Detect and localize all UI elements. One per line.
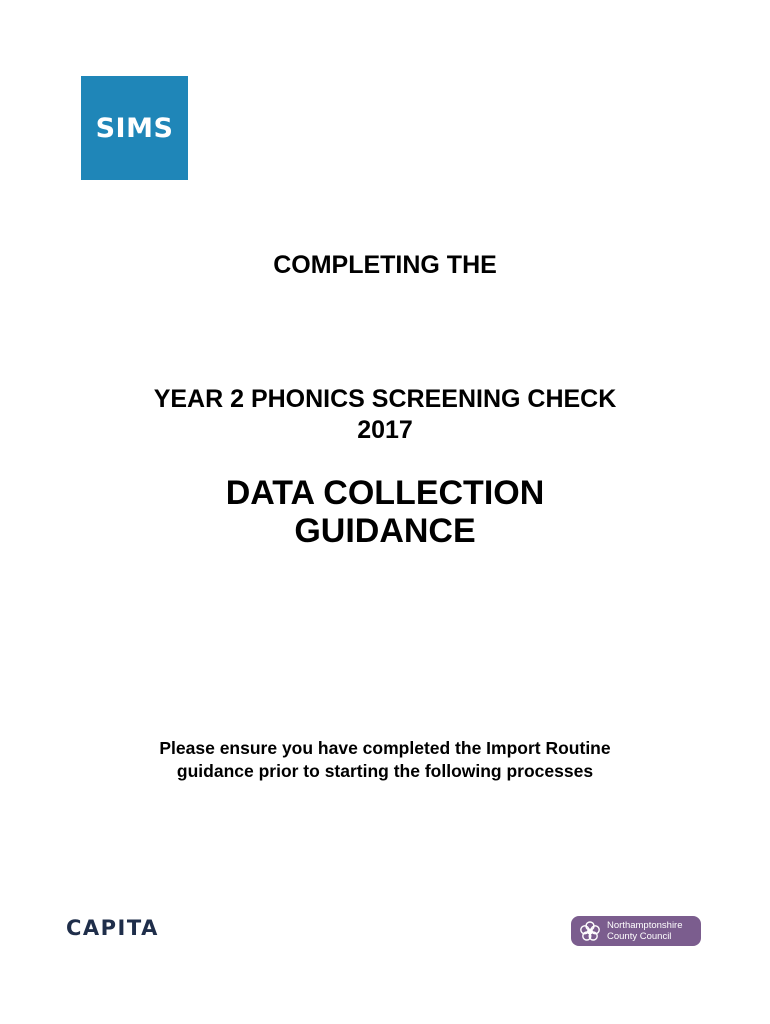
- heading-data-collection-line1: DATA COLLECTION: [225, 474, 545, 512]
- heading-data-collection-line2: GUIDANCE: [294, 512, 476, 550]
- sims-logo: [81, 76, 188, 180]
- import-routine-note-line2: guidance prior to starting the following processes: [176, 761, 594, 781]
- council-name: [607, 920, 683, 942]
- capita-logo: CAPITA: [66, 916, 159, 940]
- heading-phonics-check-line1: YEAR 2 PHONICS SCREENING CHECK: [153, 385, 617, 413]
- heading-phonics-check-year: 2017: [357, 416, 413, 444]
- council-name-line1: Northamptonshire: [607, 920, 683, 931]
- rose-emblem-icon: [577, 918, 603, 944]
- import-routine-note-line1: Please ensure you have completed the Import Routine: [159, 738, 611, 758]
- council-name-line2: County Council: [607, 931, 672, 942]
- northamptonshire-council-logo: [571, 916, 701, 946]
- sims-logo-text: SIMS: [95, 112, 174, 144]
- import-routine-note: [0, 737, 770, 783]
- heading-data-collection-guidance: [0, 474, 770, 550]
- heading-phonics-check: [0, 384, 770, 446]
- heading-completing: COMPLETING THE: [273, 251, 497, 279]
